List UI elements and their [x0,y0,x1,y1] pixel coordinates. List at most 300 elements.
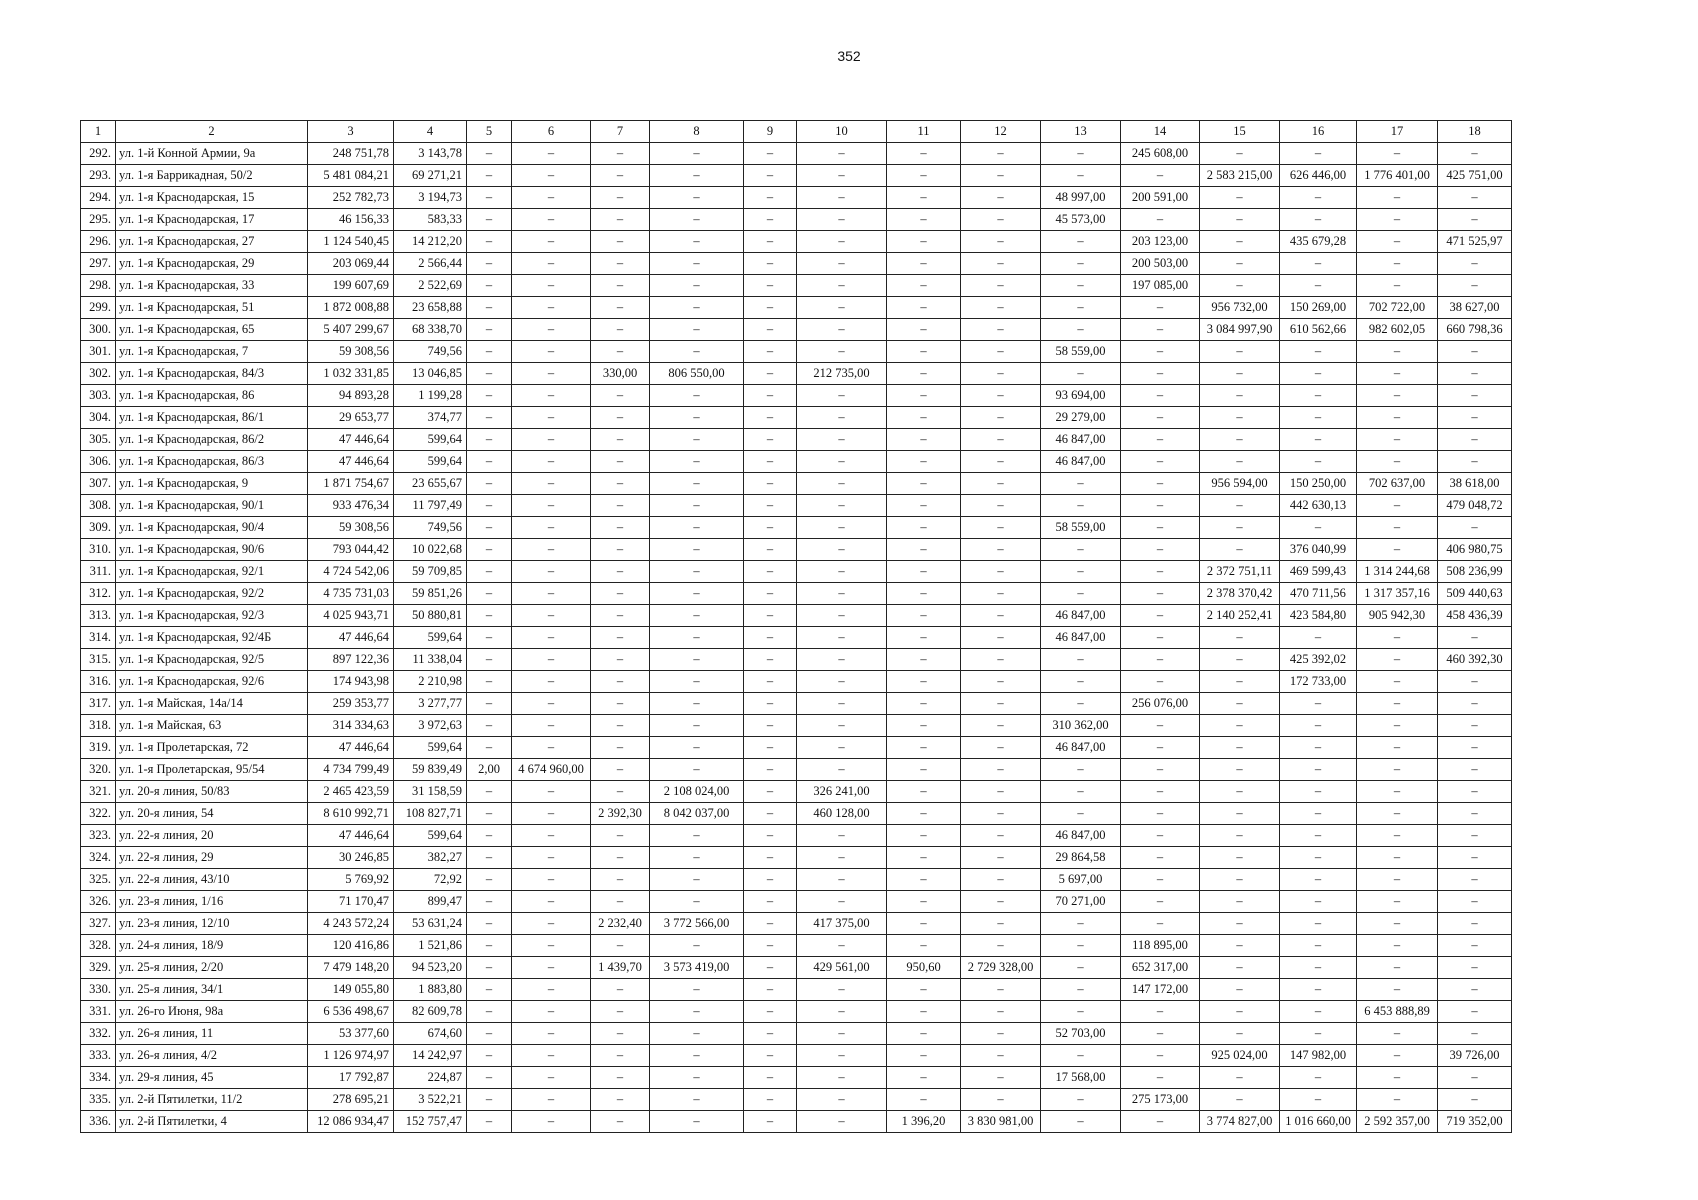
value-cell: – [1280,847,1357,869]
value-cell: – [961,649,1041,671]
value-cell: 94 523,20 [394,957,467,979]
row-number-cell: 315. [81,649,116,671]
value-cell: – [467,979,512,1001]
value-cell: – [1357,231,1438,253]
value-cell: 599,64 [394,451,467,473]
value-cell: – [1438,341,1512,363]
address-cell: ул. 2-й Пятилетки, 11/2 [116,1089,308,1111]
row-number-cell: 305. [81,429,116,451]
value-cell: – [591,297,650,319]
value-cell: – [1357,847,1438,869]
value-cell: – [650,187,744,209]
value-cell: 58 559,00 [1041,517,1121,539]
value-cell: – [1041,319,1121,341]
value-cell: – [1041,583,1121,605]
value-cell: 149 055,80 [308,979,394,1001]
value-cell: – [467,231,512,253]
value-cell: – [744,605,797,627]
value-cell: 905 942,30 [1357,605,1438,627]
value-cell: 59 839,49 [394,759,467,781]
value-cell: – [744,891,797,913]
value-cell: – [1280,517,1357,539]
value-cell: 1 883,80 [394,979,467,1001]
value-cell: – [797,385,887,407]
value-cell: – [1438,869,1512,891]
address-cell: ул. 1-я Краснодарская, 86/1 [116,407,308,429]
value-cell: – [797,847,887,869]
value-cell: 4 025 943,71 [308,605,394,627]
value-cell: – [1121,209,1200,231]
row-number-cell: 324. [81,847,116,869]
value-cell: – [1200,847,1280,869]
value-cell: – [1280,803,1357,825]
value-cell: 252 782,73 [308,187,394,209]
value-cell: – [744,1001,797,1023]
value-cell: – [1357,1023,1438,1045]
value-cell: – [961,935,1041,957]
value-cell: – [467,1111,512,1133]
value-cell: – [1280,935,1357,957]
value-cell: – [744,1045,797,1067]
value-cell: – [1357,649,1438,671]
value-cell: 59 851,26 [394,583,467,605]
row-number-cell: 302. [81,363,116,385]
value-cell: 599,64 [394,737,467,759]
value-cell: – [797,187,887,209]
value-cell: – [1357,341,1438,363]
value-cell: – [797,297,887,319]
value-cell: 46 156,33 [308,209,394,231]
value-cell: 2 592 357,00 [1357,1111,1438,1133]
row-number-cell: 333. [81,1045,116,1067]
value-cell: – [591,407,650,429]
value-cell: – [650,1111,744,1133]
value-cell: 278 695,21 [308,1089,394,1111]
table-row [81,825,1512,847]
table-row [81,341,1512,363]
value-cell: – [1438,209,1512,231]
row-number-cell: 320. [81,759,116,781]
value-cell: – [1200,385,1280,407]
value-cell: – [1438,1067,1512,1089]
value-cell: – [591,429,650,451]
value-cell: – [1121,649,1200,671]
value-cell: – [650,297,744,319]
value-cell: – [512,341,591,363]
value-cell: – [887,473,961,495]
address-cell: ул. 20-я линия, 50/83 [116,781,308,803]
value-cell: 4 734 799,49 [308,759,394,781]
value-cell: – [1280,143,1357,165]
value-cell: – [1280,979,1357,1001]
address-cell: ул. 1-я Краснодарская, 90/6 [116,539,308,561]
address-cell: ул. 1-я Краснодарская, 86/3 [116,451,308,473]
value-cell: – [512,979,591,1001]
value-cell: 59 308,56 [308,517,394,539]
value-cell: 174 943,98 [308,671,394,693]
value-cell: – [744,187,797,209]
value-cell: – [797,209,887,231]
value-cell: – [961,1045,1041,1067]
address-cell: ул. 22-я линия, 29 [116,847,308,869]
value-cell: – [650,275,744,297]
value-cell: – [1200,781,1280,803]
value-cell: 38 627,00 [1438,297,1512,319]
value-cell: – [1438,913,1512,935]
value-cell: – [961,539,1041,561]
table-row [81,847,1512,869]
value-cell: – [744,517,797,539]
column-header: 11 [887,121,961,143]
column-header: 15 [1200,121,1280,143]
row-number-cell: 317. [81,693,116,715]
value-cell: – [1357,539,1438,561]
column-header: 16 [1280,121,1357,143]
row-number-cell: 328. [81,935,116,957]
value-cell: – [887,913,961,935]
value-cell: – [512,605,591,627]
value-cell: – [1200,231,1280,253]
value-cell: 2 232,40 [591,913,650,935]
value-cell: – [650,1067,744,1089]
value-cell: 956 594,00 [1200,473,1280,495]
value-cell: – [797,1045,887,1067]
value-cell: – [512,539,591,561]
value-cell: – [961,209,1041,231]
value-cell: – [797,715,887,737]
value-cell: – [1357,693,1438,715]
value-cell: – [512,803,591,825]
value-cell: 956 732,00 [1200,297,1280,319]
value-cell: 1 396,20 [887,1111,961,1133]
value-cell: – [1200,913,1280,935]
value-cell: – [1121,429,1200,451]
value-cell: – [591,583,650,605]
value-cell: – [1200,275,1280,297]
value-cell: – [467,825,512,847]
value-cell: – [1200,517,1280,539]
value-cell: 93 694,00 [1041,385,1121,407]
value-cell: – [591,143,650,165]
value-cell: – [744,847,797,869]
value-cell: – [650,341,744,363]
value-cell: 460 392,30 [1438,649,1512,671]
value-cell: 14 212,20 [394,231,467,253]
value-cell: – [1280,1001,1357,1023]
value-cell: 4 724 542,06 [308,561,394,583]
value-cell: – [797,539,887,561]
value-cell: – [961,913,1041,935]
value-cell: – [650,737,744,759]
table-row [81,781,1512,803]
value-cell: – [1121,1001,1200,1023]
value-cell: – [1121,825,1200,847]
value-cell: – [1200,209,1280,231]
table-row [81,649,1512,671]
value-cell: – [512,715,591,737]
value-cell: 47 446,64 [308,627,394,649]
table-row [81,715,1512,737]
value-cell: – [797,737,887,759]
value-cell: – [1357,407,1438,429]
value-cell: – [467,913,512,935]
value-cell: – [961,385,1041,407]
value-cell: – [1121,385,1200,407]
value-cell: – [1121,451,1200,473]
value-cell: – [1280,429,1357,451]
value-cell: – [467,1045,512,1067]
value-cell: – [1357,627,1438,649]
value-cell: – [887,209,961,231]
table-row [81,913,1512,935]
value-cell: 199 607,69 [308,275,394,297]
value-cell: – [744,627,797,649]
value-cell: 509 440,63 [1438,583,1512,605]
value-cell: 469 599,43 [1280,561,1357,583]
column-header: 13 [1041,121,1121,143]
value-cell: – [512,1067,591,1089]
value-cell: – [1280,187,1357,209]
address-cell: ул. 1-я Краснодарская, 92/1 [116,561,308,583]
value-cell: – [961,1023,1041,1045]
value-cell: – [467,341,512,363]
value-cell: – [744,385,797,407]
value-cell: – [797,627,887,649]
value-cell: – [1200,649,1280,671]
value-cell: – [591,1001,650,1023]
value-cell: 94 893,28 [308,385,394,407]
value-cell: 376 040,99 [1280,539,1357,561]
address-cell: ул. 1-я Краснодарская, 92/6 [116,671,308,693]
value-cell: – [961,143,1041,165]
value-cell: – [1357,781,1438,803]
value-cell: 212 735,00 [797,363,887,385]
value-cell: 471 525,97 [1438,231,1512,253]
value-cell: – [1200,539,1280,561]
value-cell: – [512,187,591,209]
value-cell: – [650,165,744,187]
value-cell: – [512,363,591,385]
value-cell: 2 372 751,11 [1200,561,1280,583]
value-cell: – [467,297,512,319]
value-cell: 423 584,80 [1280,605,1357,627]
value-cell: – [512,429,591,451]
value-cell: 1 776 401,00 [1357,165,1438,187]
table-row [81,473,1512,495]
value-cell: – [1357,517,1438,539]
value-cell: – [797,473,887,495]
value-cell: 793 044,42 [308,539,394,561]
value-cell: 224,87 [394,1067,467,1089]
value-cell: – [1121,781,1200,803]
value-cell: – [1280,693,1357,715]
value-cell: – [1280,363,1357,385]
value-cell: – [744,737,797,759]
column-header: 1 [81,121,116,143]
value-cell: – [1357,891,1438,913]
value-cell: – [797,583,887,605]
value-cell: – [797,165,887,187]
value-cell: 2 378 370,42 [1200,583,1280,605]
row-number-cell: 327. [81,913,116,935]
value-cell: – [1121,627,1200,649]
value-cell: – [744,253,797,275]
value-cell: – [591,649,650,671]
value-cell: – [650,1001,744,1023]
value-cell: – [512,165,591,187]
value-cell: – [1121,495,1200,517]
value-cell: – [1280,1089,1357,1111]
value-cell: – [1200,1023,1280,1045]
row-number-cell: 307. [81,473,116,495]
address-cell: ул. 25-я линия, 34/1 [116,979,308,1001]
address-cell: ул. 22-я линия, 43/10 [116,869,308,891]
address-cell: ул. 22-я линия, 20 [116,825,308,847]
value-cell: – [887,1045,961,1067]
value-cell: – [1438,1001,1512,1023]
value-cell: – [591,385,650,407]
value-cell: – [1438,275,1512,297]
value-cell: – [887,495,961,517]
value-cell: 2 583 215,00 [1200,165,1280,187]
value-cell: – [1438,847,1512,869]
value-cell: – [887,253,961,275]
value-cell: – [887,451,961,473]
value-cell: – [887,385,961,407]
value-cell: – [961,297,1041,319]
value-cell: – [887,781,961,803]
value-cell: – [887,627,961,649]
address-cell: ул. 1-я Баррикадная, 50/2 [116,165,308,187]
address-cell: ул. 1-я Краснодарская, 92/4Б [116,627,308,649]
value-cell: – [887,605,961,627]
value-cell: – [591,737,650,759]
value-cell: – [591,715,650,737]
value-cell: – [744,803,797,825]
value-cell: – [1357,363,1438,385]
value-cell: – [1357,495,1438,517]
value-cell: – [650,627,744,649]
value-cell: – [1280,913,1357,935]
value-cell: – [650,759,744,781]
value-cell: 45 573,00 [1041,209,1121,231]
value-cell: 3 830 981,00 [961,1111,1041,1133]
value-cell: – [467,605,512,627]
value-cell: – [467,869,512,891]
row-number-cell: 310. [81,539,116,561]
row-number-cell: 322. [81,803,116,825]
value-cell: – [650,1089,744,1111]
value-cell: – [1357,759,1438,781]
value-cell: 47 446,64 [308,451,394,473]
value-cell: 806 550,00 [650,363,744,385]
value-cell: 10 022,68 [394,539,467,561]
value-cell: – [887,803,961,825]
value-cell: – [961,847,1041,869]
value-cell: – [1357,429,1438,451]
value-cell: – [1200,341,1280,363]
value-cell: – [744,1067,797,1089]
address-cell: ул. 1-я Краснодарская, 86/2 [116,429,308,451]
value-cell: – [887,429,961,451]
table-row [81,1045,1512,1067]
table-row [81,759,1512,781]
value-cell: – [512,935,591,957]
column-header: 2 [116,121,308,143]
value-cell: – [887,693,961,715]
value-cell: – [1438,825,1512,847]
value-cell: – [797,1023,887,1045]
value-cell: – [1121,891,1200,913]
value-cell: – [591,165,650,187]
value-cell: – [961,693,1041,715]
table-row [81,803,1512,825]
value-cell: – [1121,803,1200,825]
value-cell: – [797,1001,887,1023]
value-cell: – [1357,671,1438,693]
value-cell: – [591,539,650,561]
value-cell: – [887,187,961,209]
value-cell: – [512,319,591,341]
value-cell: – [1438,363,1512,385]
value-cell: – [591,275,650,297]
value-cell: – [1121,737,1200,759]
value-cell: – [1200,803,1280,825]
value-cell: 1 521,86 [394,935,467,957]
value-cell: – [1357,979,1438,1001]
value-cell: – [1357,143,1438,165]
value-cell: – [744,297,797,319]
value-cell: – [467,627,512,649]
value-cell: 1 126 974,97 [308,1045,394,1067]
value-cell: – [650,693,744,715]
row-number-cell: 316. [81,671,116,693]
value-cell: 599,64 [394,429,467,451]
row-number-cell: 295. [81,209,116,231]
value-cell: – [797,495,887,517]
value-cell: 3 772 566,00 [650,913,744,935]
address-cell: ул. 1-я Пролетарская, 95/54 [116,759,308,781]
value-cell: – [512,583,591,605]
value-cell: 47 446,64 [308,737,394,759]
table-row [81,495,1512,517]
value-cell: 674,60 [394,1023,467,1045]
value-cell: – [744,209,797,231]
value-cell: – [467,715,512,737]
value-cell: – [887,715,961,737]
row-number-cell: 329. [81,957,116,979]
value-cell: – [961,869,1041,891]
table-row [81,605,1512,627]
value-cell: – [1121,165,1200,187]
value-cell: – [1041,979,1121,1001]
value-cell: 1 032 331,85 [308,363,394,385]
value-cell: – [744,1111,797,1133]
value-cell: – [887,363,961,385]
row-number-cell: 293. [81,165,116,187]
value-cell: – [1357,1089,1438,1111]
value-cell: 203 123,00 [1121,231,1200,253]
value-cell: – [591,1067,650,1089]
value-cell: – [1041,561,1121,583]
value-cell: – [887,979,961,1001]
value-cell: – [1280,759,1357,781]
value-cell: 2 566,44 [394,253,467,275]
registry-table [80,120,1512,1133]
address-cell: ул. 2-й Пятилетки, 4 [116,1111,308,1133]
value-cell: 11 338,04 [394,649,467,671]
value-cell: – [1357,253,1438,275]
